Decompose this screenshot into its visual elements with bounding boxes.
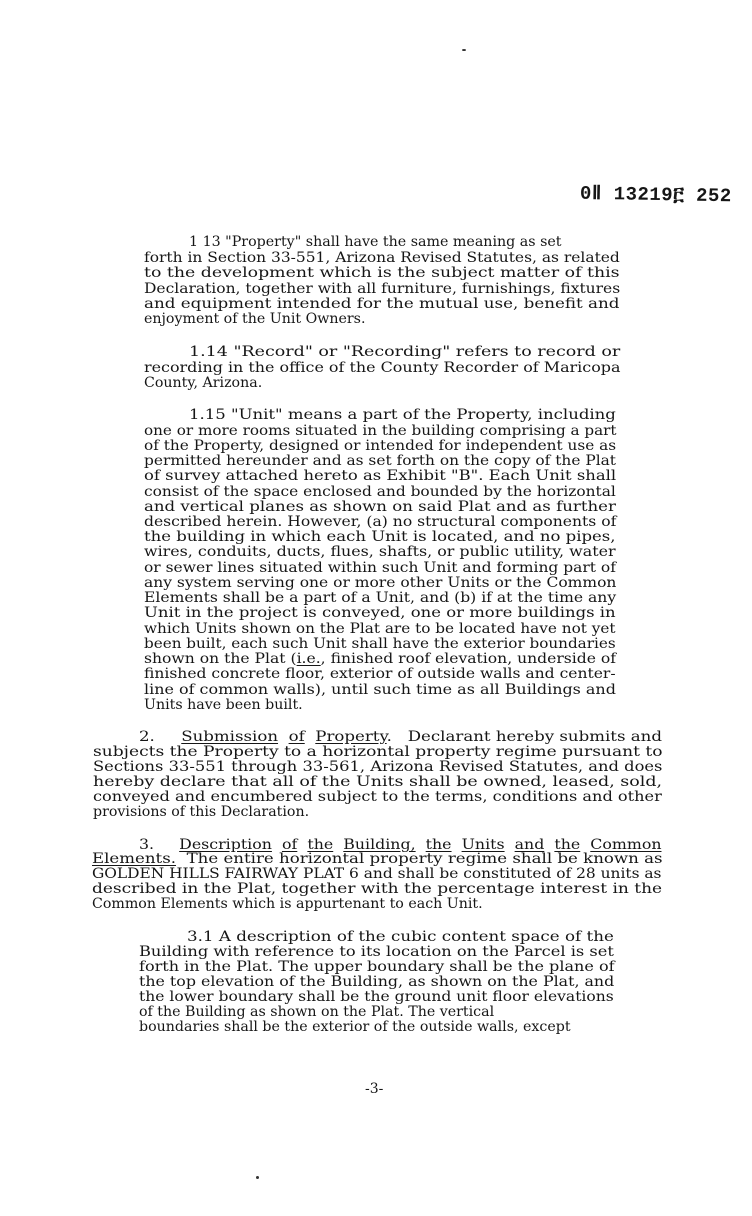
section-heading-word: Units [461,837,505,853]
text-line: been built, each such Unit shall have the exterior boundaries [144,636,616,652]
text-line: Units have been built. [144,697,303,713]
text-run: Declarant hereby submits and [407,729,662,745]
text-line: Sections 33-551 through 33-561, Arizona Revised Statutes, and does [93,759,663,775]
text-line: finished concrete floor, exterior of outside walls and center- [144,666,616,682]
text-line: subjects the Property to a horizontal property regime pursuant to [93,744,663,760]
text-run: , finished roof elevation, underside of [320,651,617,667]
section-number: 3. [139,837,155,853]
text-line: Common Elements which is appurtenant to each Unit. [92,896,483,912]
text-line: to the development which is the subject matter of this [144,265,620,281]
text-line: 2. Submission of Property. Declarant hereby submits and [139,729,662,745]
text-line: the top elevation of the Building, as shown on the Plat, and [139,974,615,990]
text-line: conveyed and encumbered subject to the terms, conditions and other [93,789,662,805]
text-line [144,652,616,667]
text-line: forth in Section 33-551, Arizona Revised Statutes, as related [144,250,620,266]
text-line: of the Building as shown on the Plat. The vertical [139,1004,495,1020]
section-heading-word: Elements. [92,851,177,867]
text-line: 1.14 "Record" or "Recording" refers to record or [189,344,621,360]
text-line: and vertical planes as shown on said Plat and as further [144,499,616,515]
text-line: consist of the space enclosed and bounded by the horizontal [144,484,616,500]
text-line: recording in the office of the County Recorder of Maricopa [144,360,621,376]
text-line: the building in which each Unit is located, and no pipes, [144,529,616,545]
section-heading-word: of [281,837,298,853]
text-line: Building with reference to its location on the Parcel is set [139,944,614,960]
page-number: -3- [365,1081,384,1097]
text-line: described in the Plat, together with the percentage interest in the [92,881,663,897]
section-heading-word: Building, [343,837,416,853]
section-heading-word: and [514,837,545,853]
section-number: 2. [139,729,155,745]
text-line: which Units shown on the Plat are to be located have not yet [144,621,616,637]
text-line: permitted hereunder and as set forth on the copy of the Plat [144,453,616,469]
scan-speck [256,1176,259,1179]
text-line: described herein. However, (a) no structural components of [144,514,617,530]
text-run: shown on the Plat ( [144,651,297,667]
text-line: hereby declare that all of the Units shall be owned, leased, sold, [93,774,663,790]
text-line: line of common walls), until such time as all Buildings and [144,682,616,698]
docket-number: 0Ⅱ 13219፫ 252 [579,182,732,208]
section-heading-word: Description [179,837,272,853]
text-line: one or more rooms situated in the building comprising a part [144,423,617,439]
text-line: Declaration, together with all furniture, furnishings, fixtures [144,281,621,297]
text-line: of the Property, designed or intended for independent use as [144,438,617,454]
text-line: and equipment intended for the mutual use, benefit and [144,296,620,312]
text-line: of survey attached hereto as Exhibit "B". Each Unit shall [144,468,617,484]
scan-speck [462,49,466,51]
text-line: wires, conduits, ducts, flues, shafts, or public utility, water [144,544,616,560]
text-line: Unit in the project is conveyed, one or more buildings in [144,605,616,621]
text-line: Elements shall be a part of a Unit, and (b) if at the time any [144,590,617,606]
section-heading-word: Common [590,837,662,853]
text-line: 1.15 "Unit" means a part of the Property, including [189,407,616,423]
text-line: or sewer lines situated within such Unit and forming part of [144,560,616,576]
section-heading-word: the [307,837,334,853]
text-line: 3.1 A description of the cubic content space of the [187,929,614,945]
section-heading-word: Submission [181,729,279,745]
section-heading-word: the [425,837,452,853]
text-line: any system serving one or more other Units or the Common [144,575,617,591]
text-line: enjoyment of the Unit Owners. [144,311,366,327]
underlined-abbreviation: i.e. [296,651,321,667]
text-line: forth in the Plat. The upper boundary shall be the plane of [139,959,615,975]
text-line: the lower boundary shall be the ground unit floor elevations [139,989,614,1005]
text-line: 1 13 "Property" shall have the same meaning as set [189,234,562,250]
text-run: The entire horizontal property regime shall be known as [186,851,663,867]
text-line: boundaries shall be the exterior of the outside walls, except [139,1019,571,1035]
text-line: County, Arizona. [144,375,263,391]
section-heading-word: of [288,729,305,745]
text-line: GOLDEN HILLS FAIRWAY PLAT 6 and shall be constituted of 28 units as [92,866,662,882]
text-line [92,852,663,867]
section-heading-word: the [554,837,581,853]
section-heading-word: Property [315,729,387,745]
text-line: provisions of this Declaration. [93,804,310,820]
